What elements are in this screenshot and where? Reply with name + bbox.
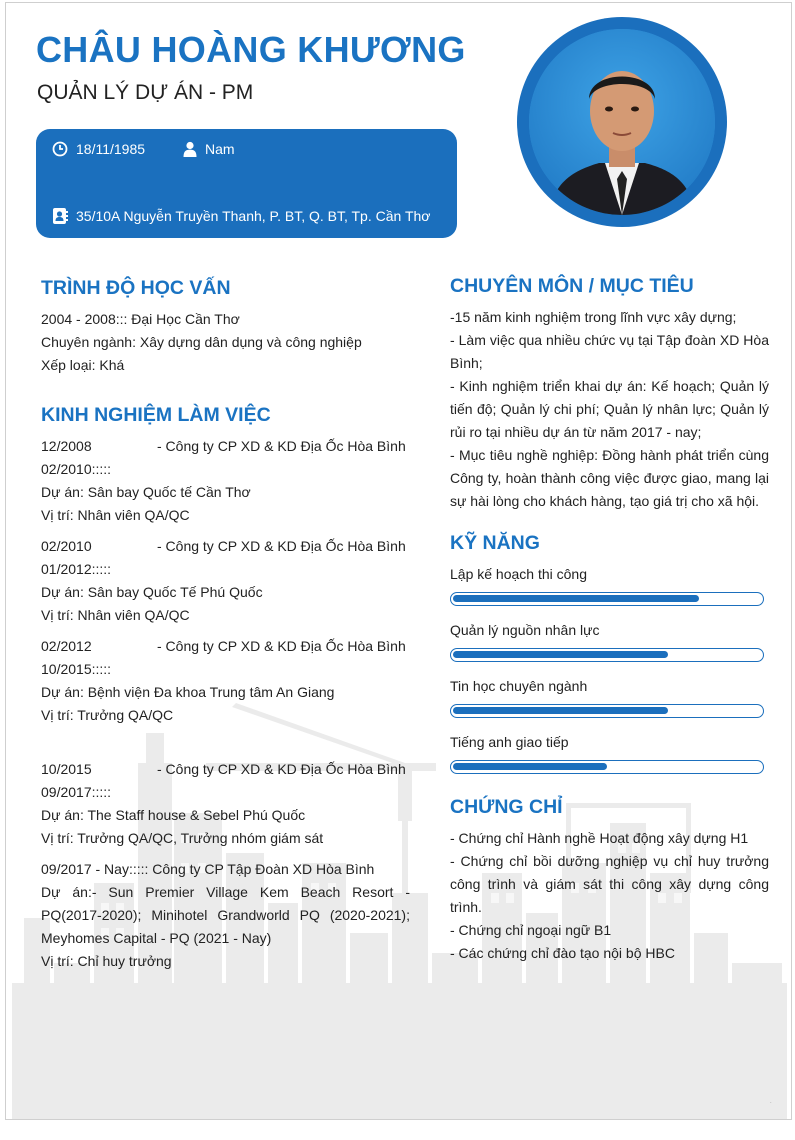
certificate-item: - Chứng chỉ Hành nghề Hoạt động xây dựng H1 [450, 830, 749, 846]
personal-info-box [36, 129, 457, 238]
avatar [529, 29, 715, 215]
skill-bar-fill [453, 651, 668, 658]
contact-card-icon [52, 207, 68, 225]
exp-2-from: 02/2010 [41, 538, 92, 554]
clock-icon [52, 141, 68, 157]
skill-label: Lập kế hoạch thi công [450, 566, 587, 582]
objective-text [450, 306, 769, 513]
education-school: 2004 - 2008::: Đại Học Cần Thơ [41, 311, 240, 327]
dob-item [52, 141, 145, 157]
exp-1-from: 12/2008 [41, 438, 92, 454]
education-major: Chuyên ngành: Xây dựng dân dụng và công nghiệp [41, 334, 362, 350]
exp-2-to: 01/2012::::: [41, 561, 112, 577]
exp-5-position: Vị trí: Chỉ huy trưởng [41, 953, 172, 969]
skill-label: Tiếng anh giao tiếp [450, 734, 569, 750]
skill-bar [450, 592, 764, 606]
exp-4-company: - Công ty CP XD & KD Địa Ốc Hòa Bình [157, 761, 406, 777]
exp-4-position: Vị trí: Trưởng QA/QC, Trưởng nhóm giám sát [41, 830, 324, 846]
certificates-heading: CHỨNG CHỈ [450, 796, 563, 818]
avatar-frame [517, 17, 727, 227]
skill-bar-fill [453, 707, 668, 714]
user-icon [183, 141, 197, 157]
resume-page [5, 2, 792, 1120]
exp-5-period-company: 09/2017 - Nay::::: Công ty CP Tập Đoàn XD Hòa Bình [41, 861, 375, 877]
exp-1-company: - Công ty CP XD & KD Địa Ốc Hòa Bình [157, 438, 406, 454]
exp-3-from: 02/2012 [41, 638, 92, 654]
objective-line: - Làm việc qua nhiều chức vụ tại Tập đoàn XD Hòa Bình; [450, 332, 769, 371]
exp-4-to: 09/2017::::: [41, 784, 112, 800]
certificates-list [450, 827, 769, 965]
experience-heading: KINH NGHIỆM LÀM VIỆC [41, 404, 271, 426]
portrait-photo [529, 29, 715, 215]
exp-1-project: Dự án: Sân bay Quốc tế Cần Thơ [41, 484, 251, 500]
exp-3-to: 10/2015::::: [41, 661, 112, 677]
certificate-item: - Chứng chỉ ngoại ngữ B1 [450, 922, 612, 938]
address-item [52, 207, 430, 225]
objective-line: -15 năm kinh nghiệm trong lĩnh vực xây dựng; [450, 309, 737, 325]
address-value: 35/10A Nguyễn Truyền Thanh, P. BT, Q. BT, Tp. Cần Thơ [76, 208, 431, 224]
exp-5-project: Dự án:- Sun Premier Village Kem Beach Resort - PQ(2017-2020); Minihotel Grandworld PQ (2020-2021); Meyhomes Capital - PQ (2021 - Nay) [41, 884, 410, 946]
exp-2-project: Dự án: Sân bay Quốc Tế Phú Quốc [41, 584, 263, 600]
skill-bar-fill [453, 763, 607, 770]
job-title: QUẢN LÝ DỰ ÁN - PM [37, 81, 254, 104]
page-mark: . [770, 1099, 772, 1105]
education-grade: Xếp loại: Khá [41, 357, 125, 373]
skill-bar [450, 648, 764, 662]
gender-value: Nam [205, 141, 235, 157]
candidate-name: CHÂU HOÀNG KHƯƠNG [36, 29, 466, 70]
exp-1-to: 02/2010::::: [41, 461, 112, 477]
education-heading: TRÌNH ĐỘ HỌC VẤN [41, 277, 231, 299]
skill-bar-fill [453, 595, 699, 602]
certificate-item: - Chứng chỉ bồi dưỡng nghiệp vụ chỉ huy trưởng công trình và giám sát thi công xây dựng công trình. [450, 853, 769, 915]
objective-line: - Kinh nghiệm triển khai dự án: Kế hoạch; Quản lý tiến độ; Quản lý chi phí; Quản lý nhân lực; Quản lý rủi ro tại nhiều dự án từ năm 2017 - nay; [450, 378, 769, 440]
exp-3-project: Dự án: Bệnh viện Đa khoa Trung tâm An Giang [41, 684, 335, 700]
exp-4-from: 10/2015 [41, 761, 92, 777]
skill-bar [450, 704, 764, 718]
skills-heading: KỸ NĂNG [450, 532, 540, 554]
exp-3-position: Vị trí: Trưởng QA/QC [41, 707, 174, 723]
exp-2-company: - Công ty CP XD & KD Địa Ốc Hòa Bình [157, 538, 406, 554]
skill-bar [450, 760, 764, 774]
exp-1-position: Vị trí: Nhân viên QA/QC [41, 507, 190, 523]
objective-line: - Mục tiêu nghề nghiệp: Đồng hành phát triển cùng Công ty, hoàn thành công việc được giao, mang lại sự hài lòng cho khách hàng, tạo giá trị cho xã hội. [450, 447, 769, 509]
gender-item [183, 141, 235, 157]
exp-4-project: Dự án: The Staff house & Sebel Phú Quốc [41, 807, 306, 823]
dob-value: 18/11/1985 [76, 141, 146, 157]
certificate-item: - Các chứng chỉ đào tạo nội bộ HBC [450, 945, 675, 961]
skill-label: Tin học chuyên ngành [450, 678, 588, 694]
exp-2-position: Vị trí: Nhân viên QA/QC [41, 607, 190, 623]
objective-heading: CHUYÊN MÔN / MỤC TIÊU [450, 275, 694, 297]
skill-label: Quản lý nguồn nhân lực [450, 622, 600, 638]
exp-3-company: - Công ty CP XD & KD Địa Ốc Hòa Bình [157, 638, 406, 654]
